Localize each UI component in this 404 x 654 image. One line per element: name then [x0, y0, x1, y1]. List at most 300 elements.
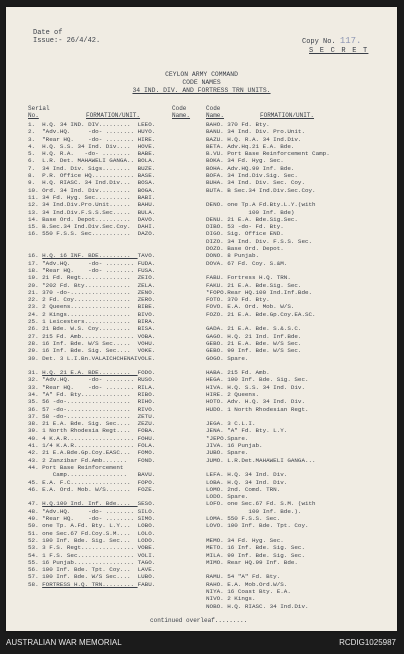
formation-unit: E.A. F.C................. [42, 478, 138, 486]
code-name: LOVO. [206, 522, 228, 530]
formation-unit: Adv.Hq.21 E.A. Bde. [227, 142, 295, 150]
code-name: LEFA. [206, 471, 228, 479]
formation-unit: 100 Inf. Bde. Tpt. Coy... [42, 566, 138, 574]
formation-unit: H.Q. RIASC. 34 Ind.Div... [42, 179, 138, 187]
formation-unit: *Rear HQ. -do- ........ [42, 515, 138, 523]
formation-unit: H.Q. 34 Ind. Div. [227, 471, 288, 479]
serial-no: 9. [28, 179, 43, 187]
table-row [206, 544, 392, 551]
formation-unit: 21 E.A. Bde. W/S Sec. [227, 339, 302, 347]
serial-no: 35. [28, 398, 43, 406]
formation-unit: 56 -do-.................. [42, 398, 138, 406]
code-name: DIZO. [206, 237, 228, 245]
code-name [206, 194, 227, 201]
table-row [28, 245, 204, 252]
table-row [206, 150, 392, 157]
table-row [28, 289, 204, 296]
table-row [206, 172, 392, 179]
table-row [206, 260, 392, 267]
table-row [28, 340, 204, 347]
formation-unit: L.R. Det. MAHAWELI GANGA.. [42, 157, 138, 165]
table-row [206, 559, 392, 566]
formation-unit: 21 E.A. Bde.Sig. Sec. [227, 281, 302, 289]
code-name: JEGA. [206, 420, 228, 428]
table-row [206, 442, 392, 449]
code-name: LUBO. [137, 573, 156, 581]
formation-unit: H.Q.100 Ind. Inf. Bde.... [42, 500, 138, 508]
serial-no: 42. [28, 449, 43, 457]
serial-no: 17. [28, 259, 43, 267]
formation-unit: "A" Fd. Bty. L.Y. [227, 427, 288, 435]
code-name: BAHU. [137, 201, 156, 209]
code-name: FOZO. [206, 310, 228, 318]
col-header-code-left: Code [172, 105, 187, 112]
code-name: FAKU. [206, 281, 228, 289]
table-row [206, 209, 392, 216]
serial-no: 11. [28, 193, 43, 201]
formation-unit: Fortress H.Q. TRN. [227, 274, 291, 282]
serial-no: 29. [28, 347, 43, 355]
formation-unit: 21 E.A. Bde.Sig.Sec. [227, 215, 298, 223]
code-name: BOKA. [206, 157, 228, 165]
table-row [28, 559, 204, 566]
code-name: DOZO. [206, 245, 228, 253]
table-row [206, 179, 392, 186]
table-row [28, 355, 204, 362]
table-row [28, 362, 204, 369]
serial-no [28, 238, 42, 245]
table-row [206, 282, 392, 289]
formation-unit: *Adv.HQ. -do- ........ [42, 507, 138, 515]
table-row [28, 449, 204, 456]
formation-unit: one Tp. A.Fd. Bty. L.Y... [42, 522, 138, 530]
formation-unit: H.Q. R.A. 34 Ind.Div. [227, 135, 302, 143]
table-row [28, 398, 204, 405]
formation-unit: 34 Fd. Hyg. Sec. [227, 536, 284, 544]
code-name: SIMO. [137, 515, 156, 523]
serial-no: 25. [28, 318, 43, 326]
serial-no: 14. [28, 215, 43, 223]
table-row [28, 442, 204, 449]
code-name: RIBO. [137, 390, 156, 398]
code-name: JUMO. [206, 456, 228, 464]
code-name: BAVU. [137, 471, 156, 479]
code-name: HUDO. [206, 405, 228, 413]
code-name: HIRE. [206, 390, 228, 398]
table-row [28, 303, 204, 310]
formation-unit: 370 Fd. Bty. [227, 121, 270, 128]
table-row [28, 508, 204, 515]
table-row [206, 435, 392, 442]
code-name: ZENO. [137, 288, 156, 296]
serial-no: 58. [28, 580, 43, 588]
formation-unit: Spare. [227, 493, 249, 501]
serial-no: 57. [28, 573, 43, 581]
code-name: BABE. [137, 150, 156, 158]
formation-unit: H.Q. 21 Ind. Inf.Bde. [227, 332, 302, 340]
serial-no: 10. [28, 186, 43, 194]
code-name: B.VU. [206, 150, 228, 158]
formation-unit: 21 E.A.Bde.Gp.Coy.EASC... [42, 449, 138, 457]
code-name: GOGO. [206, 354, 228, 362]
document-subtitle: CODE NAMES [182, 79, 221, 86]
formation-unit: 16 Coast Bty. E.A. [227, 588, 291, 595]
table-row [28, 282, 204, 289]
formation-unit [42, 362, 137, 369]
code-name: RUSO. [137, 376, 156, 384]
code-name: GAGO. [206, 332, 228, 340]
table-row [206, 201, 392, 208]
serial-no: 28. [28, 339, 43, 347]
code-name: LOFO. [206, 500, 228, 508]
code-name: METO. [206, 544, 228, 552]
code-name [206, 267, 227, 274]
formation-unit: 3 C.L.I. [227, 420, 256, 428]
formation-unit: one Sec.67 Fd.Coy.S.M.... [42, 529, 138, 537]
formation-unit: 100 Inf. Bde. Sig. Sec... [42, 536, 138, 544]
formation-unit: 2 Kings.................. [42, 310, 138, 318]
table-row [28, 318, 204, 325]
code-name: SESO. [137, 500, 156, 508]
code-name: BOHA. [206, 164, 228, 172]
formation-unit: H.Q. RIASC. 34 Ind.Div. [227, 602, 309, 610]
table-row [28, 128, 204, 135]
code-name: BUHA. [206, 179, 228, 187]
table-row [28, 573, 204, 580]
table-row [206, 238, 392, 245]
formation-unit: 370 -do-................. [42, 288, 138, 296]
serial-no: 22. [28, 296, 43, 304]
code-name: DENO. [206, 201, 228, 209]
code-name: VOKE. [137, 347, 156, 355]
table-row [28, 391, 204, 398]
serial-no: 36. [28, 405, 43, 413]
code-name: RAHO. [206, 580, 228, 588]
code-name: GEBO. [206, 339, 228, 347]
formation-unit: Port Base Reinforcement Camp. [227, 150, 330, 158]
serial-no: 33. [28, 383, 43, 391]
formation-unit: Port Base Reinforcement [42, 463, 138, 471]
serial-no: 19. [28, 274, 43, 282]
serial-no: 39. [28, 427, 43, 435]
formation-unit: Spare. [227, 354, 249, 362]
formation-unit: *Adv.HQ. -do- ........ [42, 376, 138, 384]
formation-unit: 99 Inf. Bde. Sig. Sec. [227, 551, 305, 559]
copy-number: Copy No. 117. [302, 36, 362, 46]
table-row [206, 325, 392, 332]
table-row [206, 581, 392, 588]
serial-no: 3. [28, 135, 43, 143]
code-name: VOLE. [137, 354, 156, 362]
formation-unit: 370 Fd. Bty. [227, 296, 270, 304]
col-header-no: No. [28, 112, 39, 119]
code-name [206, 209, 227, 216]
serial-no: 26. [28, 325, 43, 333]
serial-no: 54. [28, 551, 43, 559]
code-name [206, 413, 227, 420]
serial-no: 21. [28, 288, 43, 296]
code-name: ZELA. [137, 281, 156, 289]
table-row [28, 420, 204, 427]
formation-unit: 34 Fd. Hyg. Sec. [227, 157, 284, 165]
table-row [206, 588, 392, 595]
code-name [206, 464, 227, 471]
code-name: *JEPO. [206, 434, 228, 442]
code-name: VOBE. [137, 544, 156, 552]
table-row [28, 544, 204, 551]
code-name: JUBO. [206, 449, 228, 457]
formation-unit: "A" Fd. Bty.............. [42, 390, 138, 398]
table-row [206, 369, 392, 376]
table-row [206, 216, 392, 223]
table-row [206, 347, 392, 354]
archive-reference: RCDIG1025987 [339, 638, 396, 647]
code-name: SILO. [137, 507, 156, 515]
table-row [28, 464, 204, 471]
serial-no [28, 471, 42, 478]
table-row [28, 333, 204, 340]
code-name: LODO. [206, 493, 228, 501]
serial-no: 49. [28, 515, 43, 523]
archive-credit: AUSTRALIAN WAR MEMORIAL [6, 638, 122, 647]
formation-unit: 34 Fd. Hyg. Sec.......... [42, 193, 138, 201]
code-name: ZETU. [137, 412, 156, 420]
code-name: FUSA. [137, 266, 156, 274]
formation-unit: 1 F.S. Sec................ [42, 551, 138, 559]
table-row [206, 537, 392, 544]
col-header-code-right: Code [206, 105, 221, 112]
code-name: HEGA. [206, 376, 228, 384]
formation-unit: L.R.Det.MAHAWELI GANGA... [227, 456, 316, 464]
formation-unit: Base Ord. Depot. [227, 245, 284, 253]
serial-no: 2. [28, 128, 43, 136]
table-row [28, 260, 204, 267]
table-row [28, 230, 204, 237]
table-row [28, 187, 204, 194]
code-name: LOLO. [137, 529, 156, 537]
code-name: FOVO. [206, 303, 228, 311]
table-row [28, 143, 204, 150]
code-name: ZERO. [137, 296, 156, 304]
table-row [28, 486, 204, 493]
code-name: RAMU. [206, 573, 228, 581]
table-row [206, 603, 392, 610]
table-row [206, 457, 392, 464]
table-row [28, 493, 204, 500]
table-row [206, 289, 392, 296]
continued-note: continued overleaf......... [150, 617, 248, 624]
formation-unit: Adv.HQ.99 Inf. Bde. [227, 164, 295, 172]
table-row [28, 296, 204, 303]
serial-no [28, 362, 42, 369]
table-row [206, 165, 392, 172]
code-name: FOPO. [137, 478, 156, 486]
code-name: FOBA. [137, 427, 156, 435]
table-row [206, 391, 392, 398]
code-name: NOBO. [206, 602, 228, 610]
table-row [28, 369, 204, 376]
code-name: LOBA. [206, 478, 228, 486]
formation-unit: 21 E.A. Bde. S.&.S.C. [227, 325, 302, 333]
table-row [28, 500, 204, 507]
serial-no: 53. [28, 544, 43, 552]
formation-unit: E.A. Ord. Mob. W/S. [227, 303, 295, 311]
serial-no: 37. [28, 412, 43, 420]
table-row [206, 333, 392, 340]
table-row [28, 347, 204, 354]
formation-unit: Spare. [227, 434, 249, 442]
serial-no: 40. [28, 434, 43, 442]
formation-unit: 1 North Rhodesia Regt.... [42, 427, 138, 435]
table-row [28, 413, 204, 420]
code-name: FABU. [137, 580, 156, 588]
table-row [206, 136, 392, 143]
formation-unit: 16 Inf. Bde. Sig. Sec.... [42, 347, 138, 355]
table-row [206, 464, 392, 471]
table-row [206, 230, 392, 237]
formation-unit: B.Sec.34 Ind.Div.Sec.Coy. [42, 223, 138, 231]
code-name: BAHO. [206, 121, 228, 128]
code-name: LOBO. [137, 522, 156, 530]
code-name: FOND. [137, 456, 156, 464]
table-row [28, 435, 204, 442]
table-row [206, 252, 392, 259]
formation-unit: 34 Ind. Div. Pro.Unit. [227, 128, 305, 136]
table-row [206, 194, 392, 201]
table-row [206, 500, 392, 507]
formation-unit: 1/4 K.A.R................. [42, 442, 138, 450]
formation-unit: 34 Ind.Div.Pro.Unit...... [42, 201, 138, 209]
formation-unit: "Adv.HQ. -do- ........ [42, 259, 138, 267]
code-name: NIYA. [206, 588, 228, 595]
serial-no: 16. [28, 230, 43, 238]
formation-unit: *Rear HQ. -do- ........ [42, 383, 138, 391]
code-name: FOHU. [137, 434, 156, 442]
table-row [28, 471, 204, 478]
code-name: BULA. [137, 208, 156, 216]
table-row [206, 223, 392, 230]
table-row [206, 427, 392, 434]
serial-no: 18. [28, 266, 43, 274]
serial-no: 27. [28, 332, 43, 340]
code-name: HOVE. [137, 142, 156, 150]
formation-unit: 2 Fd. Coy................ [42, 296, 138, 304]
serial-no: 12. [28, 201, 43, 209]
code-name: TAVO. [137, 252, 156, 260]
serial-no: 43. [28, 456, 43, 464]
code-name: BAZU. [206, 135, 228, 143]
serial-no: 52. [28, 536, 43, 544]
table-row [28, 209, 204, 216]
table-row [206, 552, 392, 559]
formation-unit: B Sec.34 Ind.Div.Sec.Coy. [227, 186, 316, 194]
formation-unit: E.A. Mob.Ord.W/S. [227, 580, 288, 588]
formation-unit: 21 E.A. Bde. Sig. Sec.... [42, 420, 138, 428]
code-name: FOZE. [137, 485, 156, 493]
table-row [206, 486, 392, 493]
formation-unit: 16 Inf. Bde. W/S Sec..... [42, 339, 138, 347]
table-row [206, 296, 392, 303]
formation-unit: H.Q. S.S. 34 Ind. Div. [227, 383, 305, 391]
code-name: NIVO. [206, 595, 228, 603]
code-name: FABU. [206, 274, 228, 282]
formation-unit: "Rear HQ. -do- ........ [42, 266, 138, 274]
code-name: JIVA. [206, 442, 228, 450]
table-row [206, 530, 392, 537]
code-name: LODO. [137, 536, 156, 544]
code-name: HOTO. [206, 398, 228, 406]
table-row [206, 493, 392, 500]
formation-unit: 215 Fd. Amb. [227, 369, 270, 377]
formation-unit: 21 Fd. Regt.............. [42, 274, 138, 282]
code-name: BIRA. [137, 318, 156, 326]
table-row [206, 362, 392, 369]
formation-unit: Adv. H.Q. 34 Ind. Div. [227, 398, 305, 406]
serial-no: 32. [28, 376, 43, 384]
code-name: ZEIO. [137, 274, 156, 282]
table-row [28, 566, 204, 573]
serial-no [28, 493, 42, 500]
table-row [206, 157, 392, 164]
code-name: DAHI. [137, 223, 156, 231]
formation-unit: 57 -do-.................. [42, 405, 138, 413]
formation-unit: Rear HQ.100 Ind.Inf.Bde. [227, 288, 313, 296]
serial-no: 6. [28, 157, 43, 165]
table-row [28, 427, 204, 434]
table-row [206, 355, 392, 362]
code-name: FOMO. [137, 449, 156, 457]
table-row [206, 508, 392, 515]
table-row [206, 406, 392, 413]
table-row [28, 515, 204, 522]
table-row [28, 172, 204, 179]
code-name [206, 566, 227, 573]
table-row [206, 303, 392, 310]
code-name: MEMO. [206, 536, 228, 544]
table-row [206, 420, 392, 427]
code-name: GEBO. [206, 347, 228, 355]
formation-unit: E.A. Ord. Mob. W/S....... [42, 485, 138, 493]
formation-unit: 58 -do-.................. [42, 412, 138, 420]
table-row [206, 245, 392, 252]
table-row [28, 136, 204, 143]
serial-no: 24. [28, 310, 43, 318]
code-name: MILA. [206, 551, 228, 559]
issue-date: Date of Issue:- 26/4/42. [33, 29, 101, 45]
table-row [28, 267, 204, 274]
serial-no: 48. [28, 507, 43, 515]
formation-unit: H.Q. S.S. 34 Ind. Div.... [42, 142, 138, 150]
serial-no: 1. [28, 121, 43, 128]
formation-unit: 34 Ind.Div.Sig. Sec. [227, 172, 298, 180]
formation-unit [42, 493, 137, 500]
formation-unit [42, 238, 137, 245]
serial-no: 8. [28, 172, 43, 180]
serial-no: 16. [28, 252, 43, 260]
formation-unit: P.R. Office HQ............ [42, 172, 138, 180]
serial-no: 23. [28, 303, 43, 311]
table-row [206, 573, 392, 580]
code-name: TAGO. [137, 558, 156, 566]
copy-number-value: 117. [339, 36, 362, 46]
col-header-name-left: Name. [172, 112, 191, 119]
formation-unit: H.Q. R.A. -do- ........ [42, 150, 138, 158]
table-row [206, 449, 392, 456]
serial-no: 47. [28, 500, 43, 508]
serial-no: 15. [28, 223, 43, 231]
formation-unit: 8 Punjab. [227, 252, 260, 260]
code-name: BABI. [137, 193, 156, 201]
